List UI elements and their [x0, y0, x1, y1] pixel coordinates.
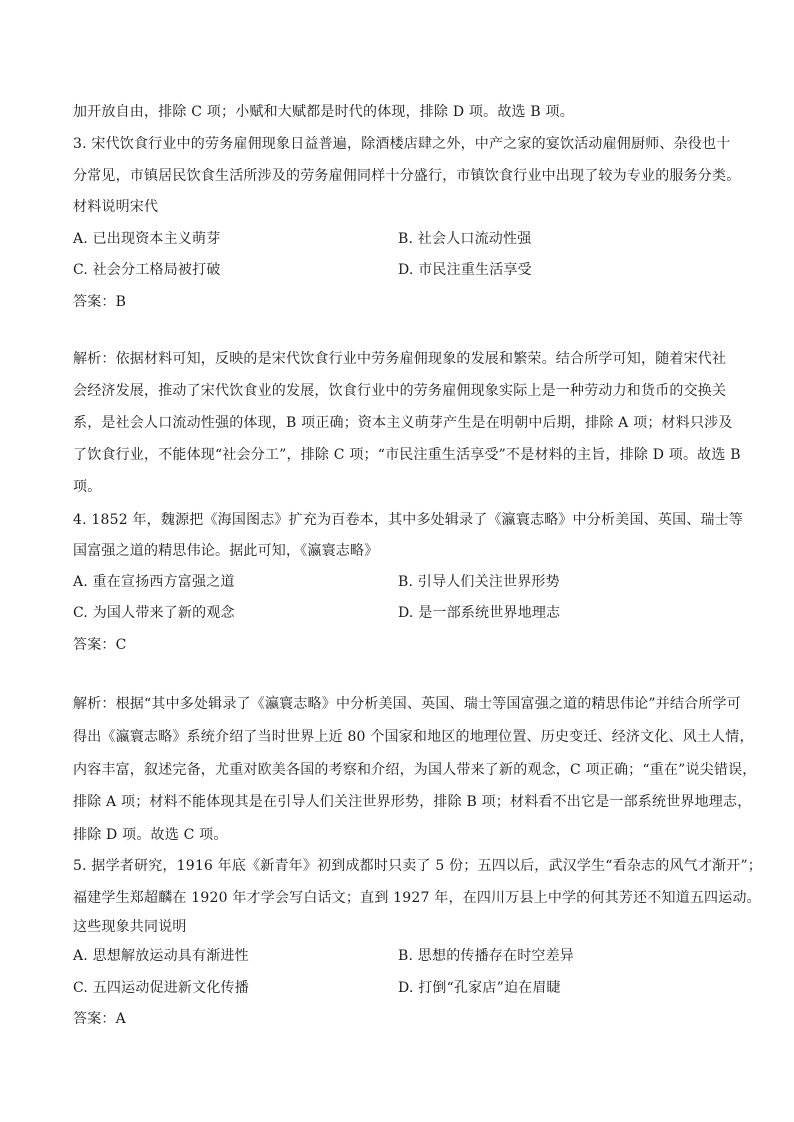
q3-option-b: B. 社会人口流动性强	[398, 231, 532, 247]
q4-option-d: D. 是一部系统世界地理志	[398, 605, 561, 621]
q4-stem-line-2: 国富强之道的精思伟论。据此可知，《瀛寰志略》	[73, 543, 379, 559]
q4-option-b: B. 引导人们关注世界形势	[398, 574, 560, 590]
q3-stem-line-2: 分常见，市镇居民饮食生活所涉及的劳务雇佣同样十分盛行，市镇饮食行业中出现了较为专业的服务分类。	[73, 168, 741, 184]
q4-option-c: C. 为国人带来了新的观念	[73, 605, 235, 621]
q5-stem-line-2: 福建学生郑超麟在 1920 年才学会写白话文；直到 1927 年，在四川万县上中学的何其芳还不知道五四运动。	[73, 890, 761, 906]
q3-analysis-line-2: 会经济发展，推动了宋代饮食业的发展，饮食行业中的劳务雇佣现象实际上是一种劳动力和货币的交换关	[73, 383, 727, 399]
q4-analysis-line-1: 解析：根据“其中多处辑录了《瀛寰志略》中分析美国、英国、瑞士等国富强之道的精思伟论”并结合所学可	[73, 696, 741, 712]
q5-stem-line-3: 这些现象共同说明	[73, 919, 187, 935]
q5-option-b: B. 思想的传播存在时空差异	[398, 948, 574, 964]
q3-stem-line-1: 3. 宋代饮食行业中的劳务雇佣现象日益普遍，除酒楼店肆之外，中产之家的宴饮活动雇佣厨师、杂役也十	[73, 136, 731, 152]
q3-option-c: C. 社会分工格局被打破	[73, 262, 221, 278]
q5-answer: 答案：A	[73, 1011, 126, 1027]
q3-option-d: D. 市民注重生活享受	[398, 262, 532, 278]
q3-stem-line-3: 材料说明宋代	[73, 199, 159, 215]
q3-answer: 答案：B	[73, 294, 127, 310]
q3-analysis-line-5: 项。	[73, 479, 102, 495]
q5-stem-line-1: 5. 据学者研究，1916 年底《新青年》初到成都时只卖了 5 份；五四以后，武汉学生“看杂志的风气才渐开”；	[73, 858, 763, 874]
q4-option-a: A. 重在宣扬西方富强之道	[73, 574, 235, 590]
q4-analysis-line-4: 排除 A 项；材料不能体现其是在引导人们关注世界形势，排除 B 项；材料看不出它是一部系统世界地理志，	[73, 794, 752, 810]
q4-analysis-line-2: 得出《瀛寰志略》系统介绍了当时世界上近 80 个国家和地区的地理位置、历史变迁、经济文化、风土人情，	[73, 729, 754, 745]
intro-text: 加开放自由，排除 C 项；小赋和大赋都是时代的体现，排除 D 项。故选 B 项。	[73, 104, 574, 120]
q5-option-d: D. 打倒“孔家店”迫在眉睫	[398, 980, 561, 996]
q4-answer: 答案：C	[73, 637, 127, 653]
q4-analysis-line-5: 排除 D 项。故选 C 项。	[73, 827, 228, 843]
q3-analysis-line-3: 系，是社会人口流动性强的体现，B 项正确；资本主义萌芽产生是在明朝中后期，排除 A 项；材料只涉及	[73, 415, 733, 431]
q4-analysis-line-3: 内容丰富，叙述完备，尤重对欧美各国的考察和介绍，为国人带来了新的观念，C 项正确；“重在”说尖错误，	[73, 762, 757, 778]
q4-stem-line-1: 4. 1852 年，魏源把《海国图志》扩充为百卷本，其中多处辑录了《瀛寰志略》中分析美国、英国、瑞士等	[73, 512, 744, 528]
q3-analysis-line-4: 了饮食行业，不能体现“社会分工”，排除 C 项；“市民注重生活享受”不是材料的主旨，排除 D 项。故选 B	[73, 447, 741, 463]
q5-option-a: A. 思想解放运动具有渐进性	[73, 948, 249, 964]
q3-option-a: A. 已出现资本主义萌芽	[73, 231, 221, 247]
q5-option-c: C. 五四运动促进新文化传播	[73, 980, 249, 996]
q3-analysis-line-1: 解析：依据材料可知，反映的是宋代饮食行业中劳务雇佣现象的发展和繁荣。结合所学可知，随着宋代社	[73, 351, 727, 367]
